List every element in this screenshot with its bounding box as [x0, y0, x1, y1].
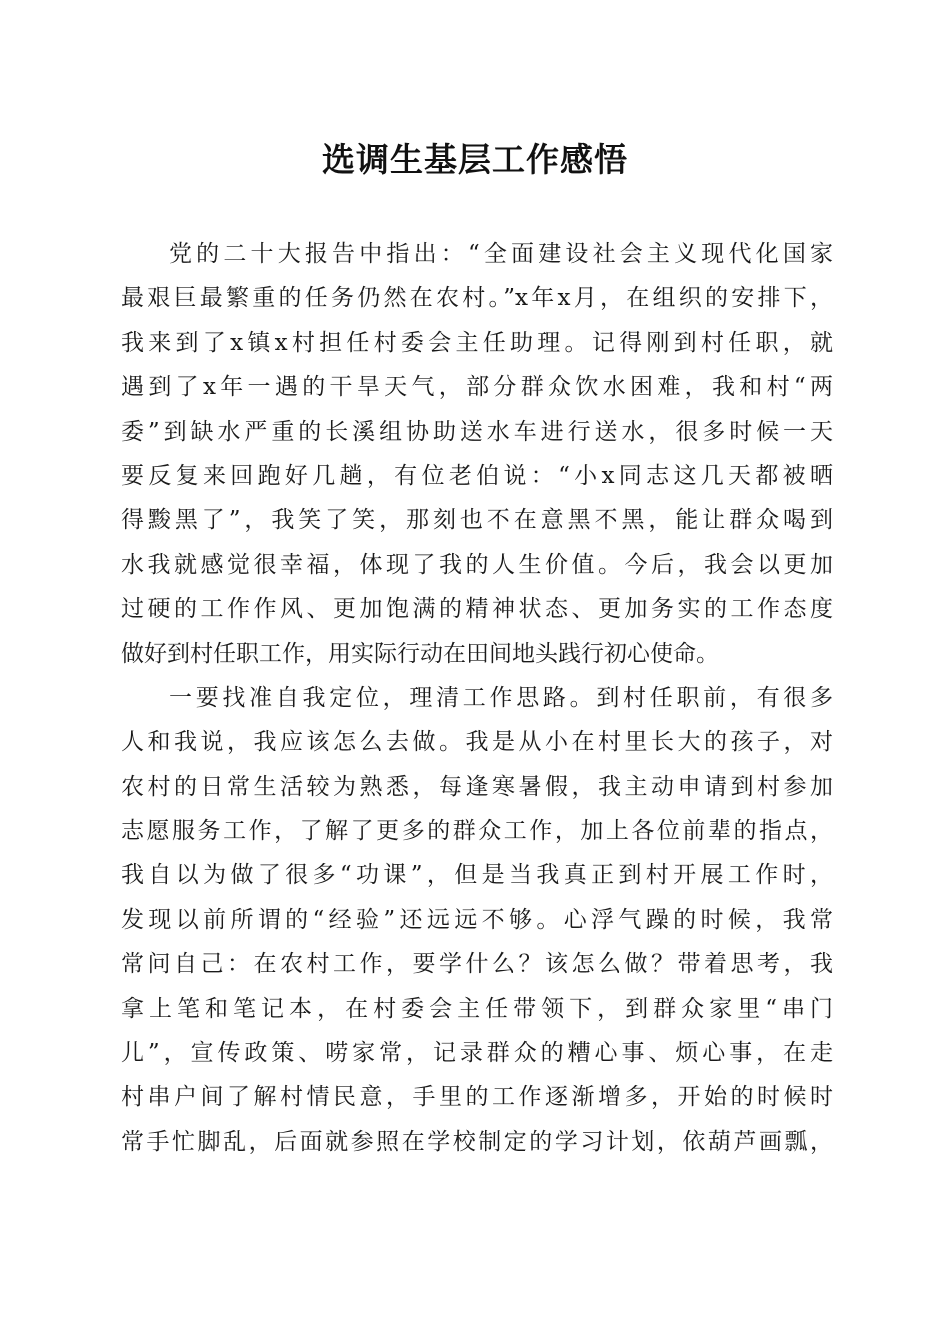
paragraph-2-line: 志愿服务工作，了解了更多的群众工作，加上各位前辈的指点， [121, 818, 833, 845]
paragraph-2-line: 农村的日常生活较为熟悉，每逢寒暑假，我主动申请到村参加 [121, 773, 833, 800]
paragraph-2-line: 人和我说，我应该怎么去做。我是从小在村里长大的孩子，对 [121, 729, 833, 756]
paragraph-2-line: 儿”，宣传政策、唠家常，记录群众的糟心事、烦心事，在走 [121, 1040, 833, 1067]
paragraph-2-line: 常问自己：在农村工作，要学什么？该怎么做？带着思考，我 [121, 951, 833, 978]
paragraph-1-line: 委”到缺水严重的长溪组协助送水车进行送水，很多时候一天 [121, 418, 833, 445]
paragraph-1-line: 我来到了x镇x村担任村委会主任助理。记得刚到村任职，就 [121, 329, 833, 356]
paragraph-2-line: 发现以前所谓的“经验”还远远不够。心浮气躁的时候，我常 [121, 906, 833, 933]
paragraph-2-line: 一要找准自我定位，理清工作思路。到村任职前，有很多 [169, 684, 833, 711]
paragraph-1-line: 得黢黑了”，我笑了笑，那刻也不在意黑不黑，能让群众喝到 [121, 507, 833, 534]
paragraph-1-line: 遇到了x年一遇的干旱天气，部分群众饮水困难，我和村“两 [121, 374, 833, 401]
paragraph-2-line: 村串户间了解村情民意，手里的工作逐渐增多，开始的时候时 [121, 1084, 833, 1111]
paragraph-1-line: 要反复来回跑好几趟，有位老伯说：“小x同志这几天都被晒 [121, 462, 833, 489]
paragraph-1-line: 水我就感觉很幸福，体现了我的人生价值。今后，我会以更加 [121, 551, 833, 578]
paragraph-1-line: 过硬的工作作风、更加饱满的精神状态、更加务实的工作态度 [121, 596, 833, 623]
paragraph-1-line: 做好到村任职工作，用实际行动在田间地头践行初心使命。 [121, 640, 719, 667]
paragraph-2-line: 我自以为做了很多“功课”，但是当我真正到村开展工作时， [121, 862, 833, 889]
paragraph-2-line: 常手忙脚乱，后面就参照在学校制定的学习计划，依葫芦画瓢， [121, 1128, 833, 1155]
paragraph-1-line: 最艰巨最繁重的任务仍然在农村。”x年x月，在组织的安排下， [121, 285, 833, 312]
document-title: 选调生基层工作感悟 [322, 140, 628, 179]
paragraph-2-line: 拿上笔和笔记本，在村委会主任带领下，到群众家里“串门 [121, 995, 833, 1022]
document-body [121, 232, 833, 1164]
paragraph-1-line: 党的二十大报告中指出：“全面建设社会主义现代化国家 [169, 241, 833, 267]
